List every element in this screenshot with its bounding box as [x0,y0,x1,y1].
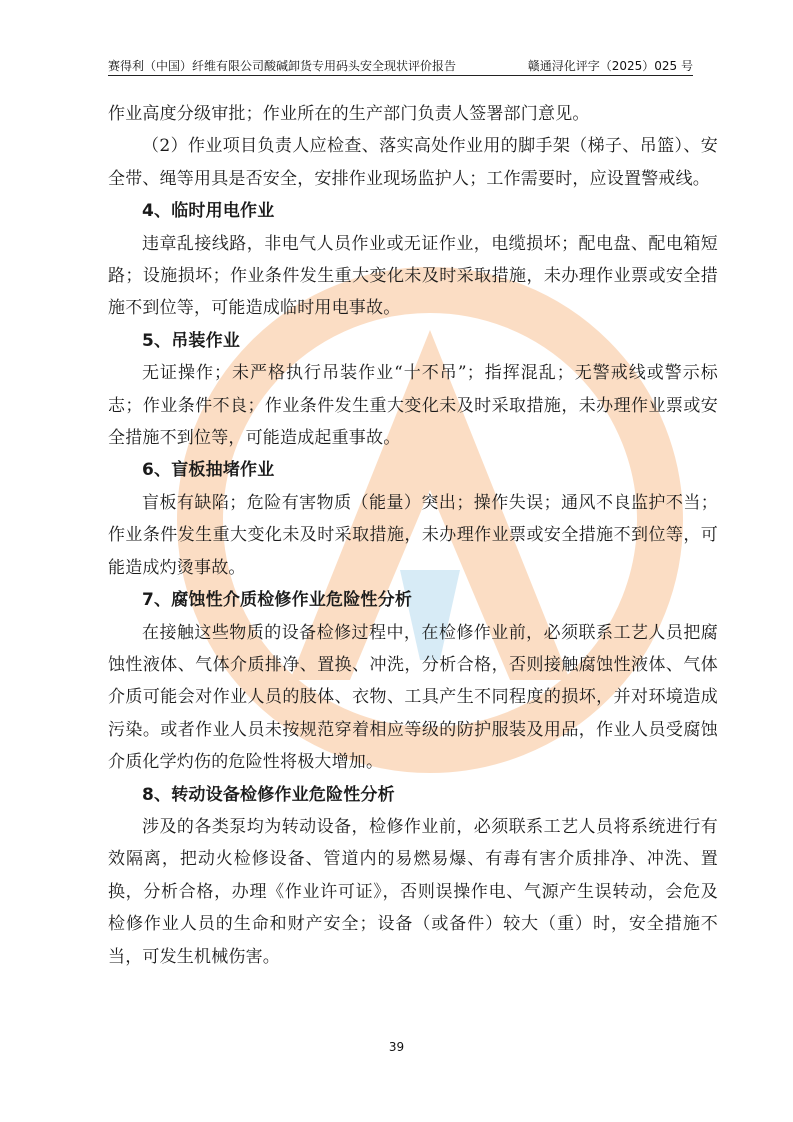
page-header [108,57,693,76]
page-number: 39 [388,1040,405,1054]
document-body [108,98,718,973]
paragraph: 无证操作；未严格执行吊装作业“十不吊”；指挥混乱；无警戒线或警示标志；作业条件不良；作业条件发生重大变化未及时采取措施，未办理作业票或安全措施不到位等，可能造成起重事故。 [108,363,718,449]
section-heading: 8、转动设备检修作业危险性分析 [142,784,395,805]
section-heading: 4、临时用电作业 [142,201,275,222]
section-heading: 6、盲板抽堵作业 [142,460,275,481]
header-report-number: 赣通浔化评字（2025）025 号 [527,59,693,73]
paragraph: 作业高度分级审批；作业所在的生产部门负责人签署部门意见。 [108,104,590,124]
header-report-title: 赛得利（中国）纤维有限公司酸碱卸货专用码头安全现状评价报告 [108,59,457,73]
paragraph: 在接触这些物质的设备检修过程中，在检修作业前，必须联系工艺人员把腐蚀性液体、气体介质排净、置换、冲洗，分析合格，否则接触腐蚀性液体、气体介质可能会对作业人员的肢体、衣物、工具产生不同程度的损坏，并对环境造成污染。或者作业人员未按规范穿着相应等级的防护服装及用品，作业人员受腐蚀介质化学灼伤的危险性将极大增加。 [108,622,718,773]
paragraph: 盲板有缺陷；危险有害物质（能量）突出；操作失误；通风不良监护不当；作业条件发生重大变化未及时采取措施，未办理作业票或安全措施不到位等，可能造成灼烫事故。 [108,492,718,578]
paragraph: （2）作业项目负责人应检查、落实高处作业用的脚手架（梯子、吊篮）、安全带、绳等用具是否安全，安排作业现场监护人；工作需要时，应设置警戒线。 [108,136,718,189]
paragraph: 违章乱接线路，非电气人员作业或无证作业，电缆损坏；配电盘、配电箱短路；设施损坏；作业条件发生重大变化未及时采取措施，未办理作业票或安全措施不到位等，可能造成临时用电事故。 [108,233,718,319]
section-heading: 7、腐蚀性介质检修作业危险性分析 [142,590,413,611]
paragraph: 涉及的各类泵均为转动设备，检修作业前，必须联系工艺人员将系统进行有效隔离，把动火检修设备、管道内的易燃易爆、有毒有害介质排净、冲洗、置换，分析合格，办理《作业许可证》，否则误操作电、气源产生误转动，会危及检修作业人员的生命和财产安全；设备（或备件）较大（重）时，安全措施不当，可发生机械伤害。 [108,816,718,967]
section-heading: 5、吊装作业 [142,330,241,351]
